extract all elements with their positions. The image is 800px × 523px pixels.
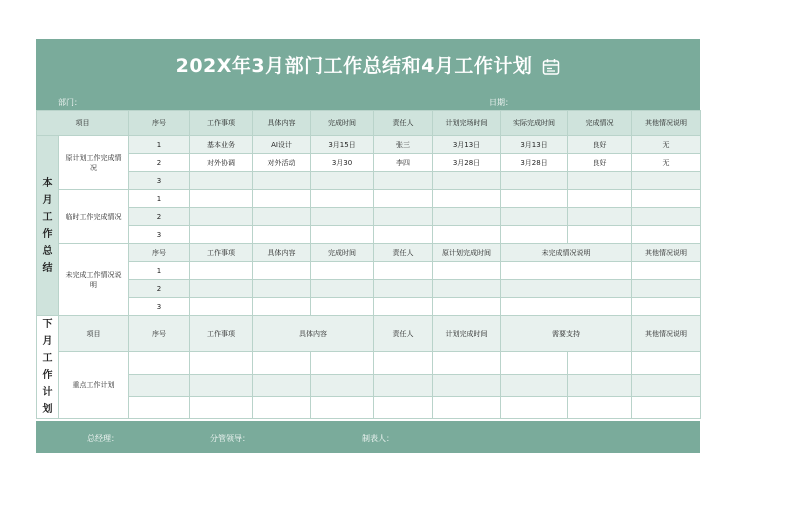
table-row [37,208,701,226]
maker-label: 制表人： [362,434,394,443]
cell[interactable] [311,262,374,280]
cell[interactable]: AI设计 [253,136,311,154]
table-row [37,280,701,298]
cell[interactable] [311,190,374,208]
col-header: 未完成情况说明 [501,244,632,262]
supervisor-label: 分管领导： [210,434,250,443]
cell[interactable] [568,226,632,244]
cell[interactable] [501,397,568,419]
calendar-icon [542,58,560,76]
cell[interactable]: 3月13日 [433,136,501,154]
cell[interactable] [190,226,253,244]
cell[interactable] [253,226,311,244]
cell[interactable] [311,298,374,316]
cell[interactable] [433,208,501,226]
col-header: 实际完成时间 [501,111,568,136]
cell[interactable]: 良好 [568,154,632,172]
unfinished-work-label: 未完成工作情况说明 [59,244,129,316]
cell[interactable] [253,172,311,190]
cell[interactable] [190,280,253,298]
cell[interactable] [632,226,701,244]
cell[interactable] [253,352,311,375]
cell[interactable]: 对外活动 [253,154,311,172]
cell[interactable] [501,280,632,298]
meta-bar [36,94,700,110]
table-row [37,226,701,244]
cell[interactable] [253,375,311,397]
cell[interactable] [632,298,701,316]
cell[interactable] [129,352,190,375]
col-header: 原计划完成时间 [433,244,501,262]
cell[interactable] [433,280,501,298]
cell[interactable] [632,397,701,419]
cell[interactable] [190,298,253,316]
manager-label: 总经理： [87,434,119,443]
col-header: 其他情况说明 [632,244,701,262]
cell[interactable] [501,375,568,397]
cell[interactable] [311,226,374,244]
cell[interactable] [311,280,374,298]
col-header: 具体内容 [253,244,311,262]
cell[interactable] [374,280,433,298]
col-header: 工作事项 [190,316,253,352]
col-header: 完成时间 [311,111,374,136]
col-header: 具体内容 [253,316,374,352]
cell[interactable] [374,375,433,397]
table-row [37,136,701,154]
cell[interactable]: 3月13日 [501,136,568,154]
cell[interactable]: 1 [129,136,190,154]
cell[interactable] [253,208,311,226]
cell[interactable] [433,190,501,208]
section-next-month: 下月工作计划 [37,316,59,419]
cell[interactable] [433,352,501,375]
cell[interactable] [632,280,701,298]
col-header: 序号 [129,244,190,262]
cell[interactable] [632,208,701,226]
cell[interactable] [253,190,311,208]
cell[interactable] [253,262,311,280]
col-header: 工作事项 [190,111,253,136]
cell[interactable] [501,262,632,280]
cell[interactable]: 3 [129,298,190,316]
col-header: 序号 [129,111,190,136]
cell[interactable] [632,172,701,190]
cell[interactable] [253,298,311,316]
cell[interactable] [568,190,632,208]
table-row [37,352,701,375]
cell[interactable] [433,172,501,190]
cell[interactable] [568,208,632,226]
col-header: 其他情况说明 [632,316,701,352]
col-header: 完成情况 [568,111,632,136]
cell[interactable] [433,226,501,244]
table-row [37,397,701,419]
cell[interactable]: 对外协调 [190,154,253,172]
col-header: 工作事项 [190,244,253,262]
col-header: 具体内容 [253,111,311,136]
cell[interactable] [190,190,253,208]
cell[interactable]: 3 [129,226,190,244]
header-row-main [37,111,701,136]
signature-footer [36,421,700,453]
cell[interactable] [632,375,701,397]
cell[interactable] [501,190,568,208]
cell[interactable] [374,352,433,375]
cell[interactable]: 无 [632,136,701,154]
cell[interactable]: 3月15日 [311,136,374,154]
cell[interactable] [374,172,433,190]
cell[interactable]: 3月28日 [501,154,568,172]
col-header: 序号 [129,316,190,352]
col-header: 计划完场时间 [433,111,501,136]
cell[interactable]: 无 [632,154,701,172]
col-header: 责任人 [374,316,433,352]
cell[interactable]: 3月28日 [433,154,501,172]
cell[interactable] [501,226,568,244]
cell[interactable]: 1 [129,190,190,208]
cell[interactable] [433,397,501,419]
cell[interactable]: 良好 [568,136,632,154]
table-row [37,172,701,190]
report-sheet [36,39,700,453]
key-work-label: 重点工作计划 [59,352,129,419]
cell[interactable]: 2 [129,208,190,226]
table-row [37,375,701,397]
col-header: 完成时间 [311,244,374,262]
title-bar [36,39,700,94]
cell[interactable] [374,298,433,316]
cell[interactable] [253,280,311,298]
report-table [36,110,701,419]
cell[interactable] [311,352,374,375]
cell[interactable]: 1 [129,262,190,280]
cell[interactable] [374,397,433,419]
cell[interactable] [190,172,253,190]
date-label: 日期： [489,98,513,107]
cell[interactable] [311,208,374,226]
header-row-unfinished [37,244,701,262]
col-header: 其他情况说明 [632,111,701,136]
cell[interactable] [433,375,501,397]
cell[interactable] [129,375,190,397]
col-header: 需要支持 [501,316,632,352]
cell[interactable] [501,172,568,190]
cell[interactable] [568,352,632,375]
cell[interactable] [311,172,374,190]
cell[interactable] [190,397,253,419]
cell[interactable] [374,208,433,226]
cell[interactable] [190,375,253,397]
col-header: 项目 [37,111,129,136]
planned-work-label: 原计划工作完成情况 [59,136,129,190]
cell[interactable] [568,375,632,397]
cell[interactable] [501,352,568,375]
cell[interactable] [568,397,632,419]
cell[interactable] [433,262,501,280]
cell[interactable] [311,397,374,419]
col-header: 项目 [59,316,129,352]
department-label: 部门： [58,98,82,107]
cell[interactable]: 3月30 [311,154,374,172]
cell[interactable] [632,262,701,280]
cell[interactable] [632,190,701,208]
cell[interactable] [433,298,501,316]
table-row [37,298,701,316]
header-row-next [37,316,701,352]
temp-work-label: 临时工作完成情况 [59,190,129,244]
col-header: 责任人 [374,111,433,136]
cell[interactable] [501,208,568,226]
cell[interactable] [311,375,374,397]
table-row [37,262,701,280]
cell[interactable] [129,397,190,419]
cell[interactable] [253,397,311,419]
cell[interactable]: 张三 [374,136,433,154]
cell[interactable]: 李四 [374,154,433,172]
cell[interactable] [374,262,433,280]
section-current-month: 本月工作总结 [37,136,59,316]
cell[interactable]: 基本业务 [190,136,253,154]
cell[interactable] [568,172,632,190]
cell[interactable] [190,262,253,280]
cell[interactable] [374,226,433,244]
cell[interactable] [374,190,433,208]
cell[interactable] [501,298,632,316]
col-header: 计划完成时间 [433,316,501,352]
cell[interactable]: 3 [129,172,190,190]
cell[interactable]: 2 [129,154,190,172]
cell[interactable]: 2 [129,280,190,298]
table-row [37,190,701,208]
col-header: 责任人 [374,244,433,262]
cell[interactable] [190,208,253,226]
table-row [37,154,701,172]
cell[interactable] [632,352,701,375]
page-title: 202X年3月部门工作总结和4月工作计划 [175,55,533,77]
cell[interactable] [190,352,253,375]
